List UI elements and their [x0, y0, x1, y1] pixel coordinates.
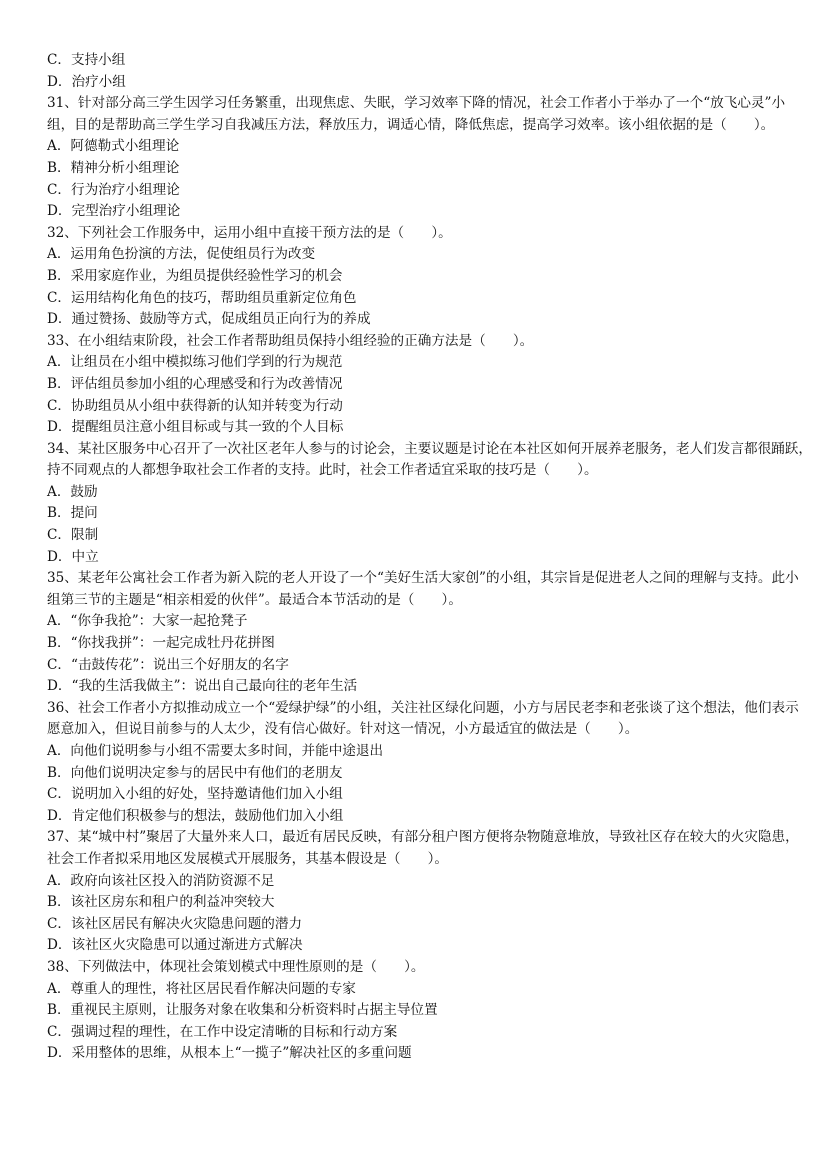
- exam-page: [47, 50, 812, 1065]
- option-d: D．治疗小组: [47, 73, 126, 90]
- question-38: [47, 957, 812, 1065]
- option-a: A．“你争我抢”：大家一起抢凳子: [47, 613, 248, 630]
- option-a: A．政府向该社区投入的消防资源不足: [47, 872, 275, 889]
- option-a: A．尊重人的理性，将社区居民看作解决问题的专家: [47, 980, 356, 997]
- option-b: B．向他们说明决定参与的居民中有他们的老朋友: [47, 764, 343, 781]
- option-c: C．运用结构化角色的技巧，帮助组员重新定位角色: [47, 289, 357, 306]
- option-a: A．鼓励: [47, 483, 98, 500]
- option-d: D．通过赞扬、鼓励等方式，促成组员正向行为的养成: [47, 311, 371, 328]
- option-c: C．强调过程的理性，在工作中设定清晰的目标和行动方案: [47, 1023, 398, 1040]
- option-b: B．提问: [47, 505, 98, 522]
- option-d: D．肯定他们积极参与的想法，鼓励他们加入小组: [47, 807, 344, 824]
- option-c: C．行为治疗小组理论: [47, 181, 180, 198]
- option-c: C．协助组员从小组中获得新的认知并转变为行动: [47, 397, 343, 414]
- question-stem: 32、下列社会工作服务中，运用小组中直接干预方法的是（ ）。: [47, 224, 452, 241]
- question-stem: 34、某社区服务中心召开了一次社区老年人参与的讨论会，主要议题是讨论在本社区如何开展养老服务，老人们发言都很踊跃，持不同观点的人都想争取社会工作者的支持。此时，社会工作者适宜采取的技巧是（ ）。: [47, 440, 812, 479]
- option-b: B．重视民主原则，让服务对象在收集和分析资料时占据主导位置: [47, 1002, 438, 1019]
- leading-options: [47, 50, 812, 93]
- question-33: [47, 331, 812, 439]
- option-d: D．“我的生活我做主”：说出自己最向往的老年生活: [47, 678, 358, 695]
- option-d: D．该社区火灾隐患可以通过渐进方式解决: [47, 937, 303, 954]
- option-b: B．该社区房东和租户的利益冲突较大: [47, 894, 275, 911]
- option-d: D．提醒组员注意小组目标或与其一致的个人目标: [47, 419, 344, 436]
- question-31: [47, 93, 812, 223]
- option-d: D．中立: [47, 548, 99, 565]
- option-b: B．采用家庭作业，为组员提供经验性学习的机会: [47, 267, 343, 284]
- question-stem: 38、下列做法中，体现社会策划模式中理性原则的是（ ）。: [47, 958, 425, 975]
- question-37: [47, 827, 812, 957]
- option-a: A．阿德勒式小组理论: [47, 138, 180, 155]
- option-c: C．限制: [47, 527, 99, 544]
- option-c: C．说明加入小组的好处，坚持邀请他们加入小组: [47, 786, 343, 803]
- question-36: [47, 698, 812, 828]
- option-d: D．采用整体的思维，从根本上“一揽子”解决社区的多重问题: [47, 1045, 412, 1062]
- option-b: B．评估组员参加小组的心理感受和行为改善情况: [47, 375, 343, 392]
- question-35: [47, 568, 812, 698]
- option-b: B．“你找我拼”：一起完成牡丹花拼图: [47, 635, 275, 652]
- option-a: A．让组员在小组中模拟练习他们学到的行为规范: [47, 354, 343, 371]
- option-c: C．“击鼓传花”：说出三个好朋友的名字: [47, 656, 289, 673]
- option-b: B．精神分析小组理论: [47, 159, 180, 176]
- question-stem: 31、针对部分高三学生因学习任务繁重，出现焦虑、失眠，学习效率下降的情况，社会工作者小于举办了一个“放飞心灵”小组，目的是帮助高三学生学习自我减压方法，释放压力，调适心情，降低焦虑，提高学习效率。该小组依据的是（ ）。: [47, 95, 786, 133]
- question-stem: 33、在小组结束阶段，社会工作者帮助组员保持小组经验的正确方法是（ ）。: [47, 332, 534, 349]
- question-34: [47, 439, 812, 569]
- question-stem: 36、社会工作者小方拟推动成立一个“爱绿护绿”的小组，关注社区绿化问题，小方与居民老李和老张谈了这个想法，他们表示愿意加入，但说目前参与的人太少，没有信心做好。针对这一情况，小方最适宜的做法是（ ）。: [47, 699, 799, 738]
- option-a: A．向他们说明参与小组不需要太多时间，并能中途退出: [47, 743, 384, 759]
- option-d: D．完型治疗小组理论: [47, 203, 181, 220]
- option-c: C．该社区居民有解决火灾隐患问题的潜力: [47, 915, 303, 932]
- option-a: A．运用角色扮演的方法，促使组员行为改变: [47, 246, 316, 263]
- option-c: C．支持小组: [47, 52, 126, 68]
- question-32: [47, 223, 812, 331]
- question-stem: 35、某老年公寓社会工作者为新入院的老人开设了一个“美好生活大家创”的小组，其宗旨是促进老人之间的理解与支持。此小组第三节的主题是“相亲相爱的伙伴”。最适合本节活动的是（ ）。: [47, 570, 799, 608]
- question-stem: 37、某“城中村”聚居了大量外来人口，最近有居民反映，有部分租户图方便将杂物随意堆放，导致社区存在较大的火灾隐患，社会工作者拟采用地区发展模式开展服务，其基本假设是（ ）。: [47, 829, 799, 867]
